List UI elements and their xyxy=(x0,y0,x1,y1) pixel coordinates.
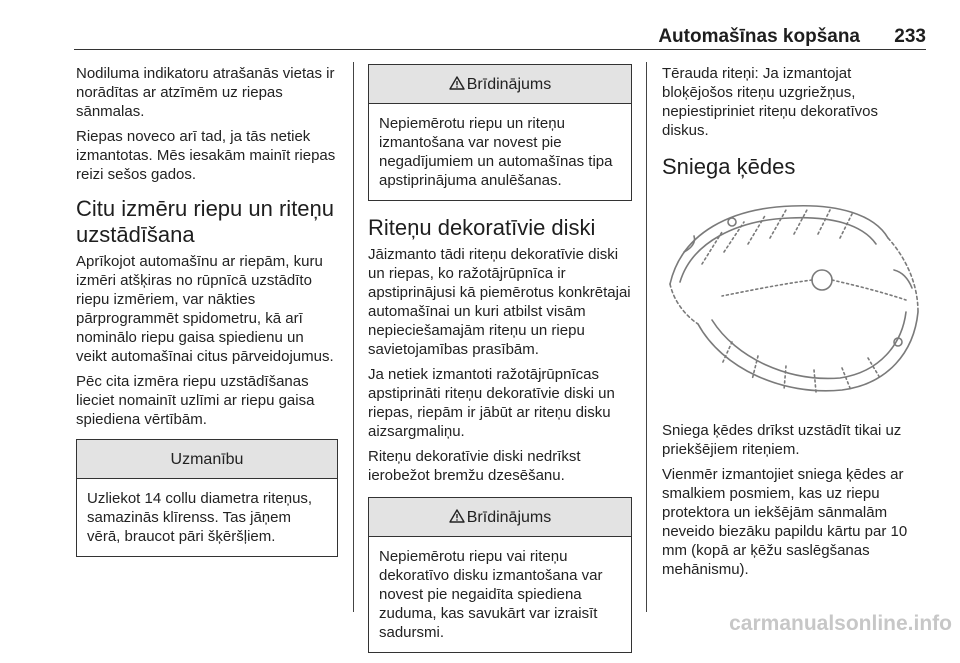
paragraph: Riteņu dekoratīvie diski nedrīkst ierobežot bremžu dzesēšanu. xyxy=(368,448,581,484)
section-heading: Citu izmēru riepu un riteņu uzstādīšana xyxy=(76,196,335,247)
section-heading: Riteņu dekoratīvie diski xyxy=(368,215,596,240)
notice-title: Uzmanību xyxy=(77,440,337,479)
warning-title: Brīdinājums xyxy=(466,76,552,93)
warning-title: Brīdinājums xyxy=(466,509,552,526)
column-2 xyxy=(368,64,632,663)
header-rule xyxy=(74,49,926,50)
column-divider xyxy=(353,62,354,612)
column-1 xyxy=(76,64,338,567)
page-title: Automašīnas kopšana xyxy=(658,26,860,47)
paragraph: Sniega ķēdes drīkst uzstādīt tikai uz priekšējiem riteņiem. xyxy=(662,422,902,458)
notice-body: Uzliekot 14 collu diametra riteņus, samazinās klīrenss. Tas jāņem vērā, braucot pāri šķēršļiem. xyxy=(87,490,313,545)
warning-body: Nepiemērotu riepu un riteņu izmantošana var novest pie negadījumiem un automašīnas tipa apstiprinājuma anulēšanas. xyxy=(379,115,613,189)
watermark: carmanualsonline.info xyxy=(729,612,952,635)
warning-box xyxy=(368,64,632,201)
notice-box xyxy=(76,439,338,557)
section-heading: Sniega ķēdes xyxy=(662,154,796,179)
column-3 xyxy=(662,64,926,585)
page-header xyxy=(74,26,926,48)
warning-box xyxy=(368,497,632,653)
column-divider xyxy=(646,62,647,612)
paragraph: Jāizmanto tādi riteņu dekoratīvie diski un riepas, ko ražotājrūpnīca ir apstiprinājusi kā piemērotus konkrētajai automašīnai un kuri atbilst visām nepieciešamajām riteņu un riepu savietojamības prasībām. xyxy=(368,246,631,358)
paragraph: Ja netiek izmantoti ražotājrūpnīcas apstiprināti riteņu dekoratīvie diski un riepas, riepām ir jābūt ar riteņu disku aizsargmaliņu. xyxy=(368,366,615,440)
page-number: 233 xyxy=(894,26,926,47)
warning-header xyxy=(369,498,631,537)
warning-body: Nepiemērotu riepu vai riteņu dekoratīvo disku izmantošana var novest pie negaidīta spiediena zuduma, kas savukārt var izraisīt sadursmi. xyxy=(379,548,603,641)
paragraph: Nodiluma indikatoru atrašanās vietas ir norādītas ar atzīmēm uz riepas sānmalas. xyxy=(76,65,335,120)
paragraph: Tērauda riteņi: Ja izmantojat bloķējošos riteņu uzgriežņus, nepiestipriniet riteņu dekoratīvos diskus. xyxy=(662,65,878,139)
warning-triangle-icon xyxy=(449,509,465,523)
paragraph: Aprīkojot automašīnu ar riepām, kuru izmēri atšķiras no rūpnīcā uzstādīto riepu izmēriem, var nākties pārprogrammēt spidometru, kā arī nominālo riepu gaisa spiedienu un veikt automašīnai citus pārveidojumus. xyxy=(76,253,334,365)
snow-chains-illustration xyxy=(662,192,924,404)
paragraph: Vienmēr izmantojiet sniega ķēdes ar smalkiem posmiem, kas uz riepu protektora un iekšējām sānmalām neveido biezāku papildu kārtu par 10 mm (kopā ar ķēžu saslēgšanas mehānismu). xyxy=(662,466,908,578)
warning-triangle-icon xyxy=(449,76,465,90)
paragraph: Riepas noveco arī tad, ja tās netiek izmantotas. Mēs iesakām mainīt riepas reizi sešos gados. xyxy=(76,128,336,183)
warning-header xyxy=(369,65,631,104)
paragraph: Pēc cita izmēra riepu uzstādīšanas lieciet nomainīt uzlīmi ar riepu gaisa spiediena vērtībām. xyxy=(76,373,315,428)
